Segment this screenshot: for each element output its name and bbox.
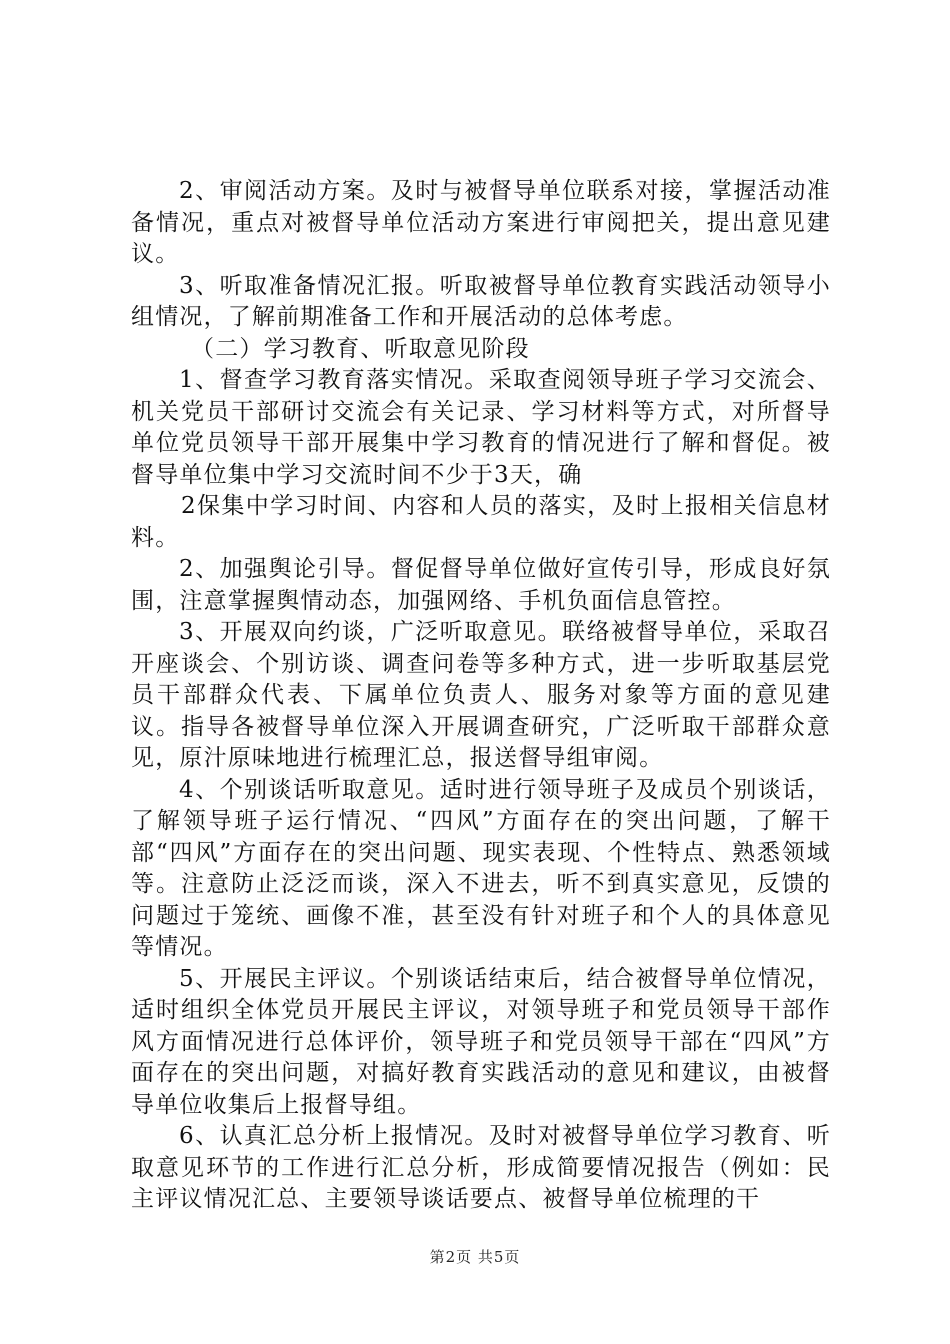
paragraph-study-continuation: 2保集中学习时间、内容和人员的落实，及时上报相关信息材料。 [131,493,831,551]
section-heading-study-phase: （二）学习教育、听取意见阶段 [191,335,530,362]
paragraph-two-way-talks: 3、开展双向约谈，广泛听取意见。联络被督导单位，采取召开座谈会、个别访谈、调查问卷等多种方式，进一步听取基层党员干部群众代表、下属单位负责人、服务对象等方面的意见建议。指导各被督导单位深入开展调查研究，广泛听取干部群众意见，原汁原味地进行梳理汇总，报送督导组审阅。 [131,619,831,771]
page-footer: 第2页 共5页 [429,1248,521,1266]
paragraph-study-supervision: 1、督查学习教育落实情况。采取查阅领导班子学习交流会、机关党员干部研讨交流会有关记录、学习材料等方式，对所督导单位党员领导干部开展集中学习教育的情况进行了解和督促。被督导单位集中学习交流时间不少于3天，确 [131,367,831,488]
paragraph-individual-talks: 4、个别谈话听取意见。适时进行领导班子及成员个别谈话，了解领导班子运行情况、“四风”方面存在的突出问题，了解干部“四风”方面存在的突出问题、现实表现、个性特点、熟悉领域等。注意防止泛泛而谈，深入不进去，听不到真实意见，反馈的问题过于笼统、画像不准，甚至没有针对班子和个人的具体意见等情况。 [131,776,831,960]
document-body [131,176,831,1216]
paragraph-preparation-report: 3、听取准备情况汇报。听取被督导单位教育实践活动领导小组情况，了解前期准备工作和开展活动的总体考虑。 [131,272,831,330]
paragraph-public-opinion: 2、加强舆论引导。督促督导单位做好宣传引导，形成良好氛围，注意掌握舆情动态，加强网络、手机负面信息管控。 [131,556,831,614]
paragraph-summary-report: 6、认真汇总分析上报情况。及时对被督导单位学习教育、听取意见环节的工作进行汇总分析，形成简要情况报告（例如：民主评议情况汇总、主要领导谈话要点、被督导单位梳理的干 [131,1123,831,1212]
paragraph-review-plan: 2、审阅活动方案。及时与被督导单位联系对接，掌握活动准备情况，重点对被督导单位活动方案进行审阅把关，提出意见建议。 [131,178,831,267]
paragraph-democratic-review: 5、开展民主评议。个别谈话结束后，结合被督导单位情况，适时组织全体党员开展民主评议，对领导班子和党员领导干部作风方面情况进行总体评价，领导班子和党员领导干部在“四风”方面存在的突出问题，对搞好教育实践活动的意见和建议，由被督导单位收集后上报督导组。 [131,965,831,1118]
